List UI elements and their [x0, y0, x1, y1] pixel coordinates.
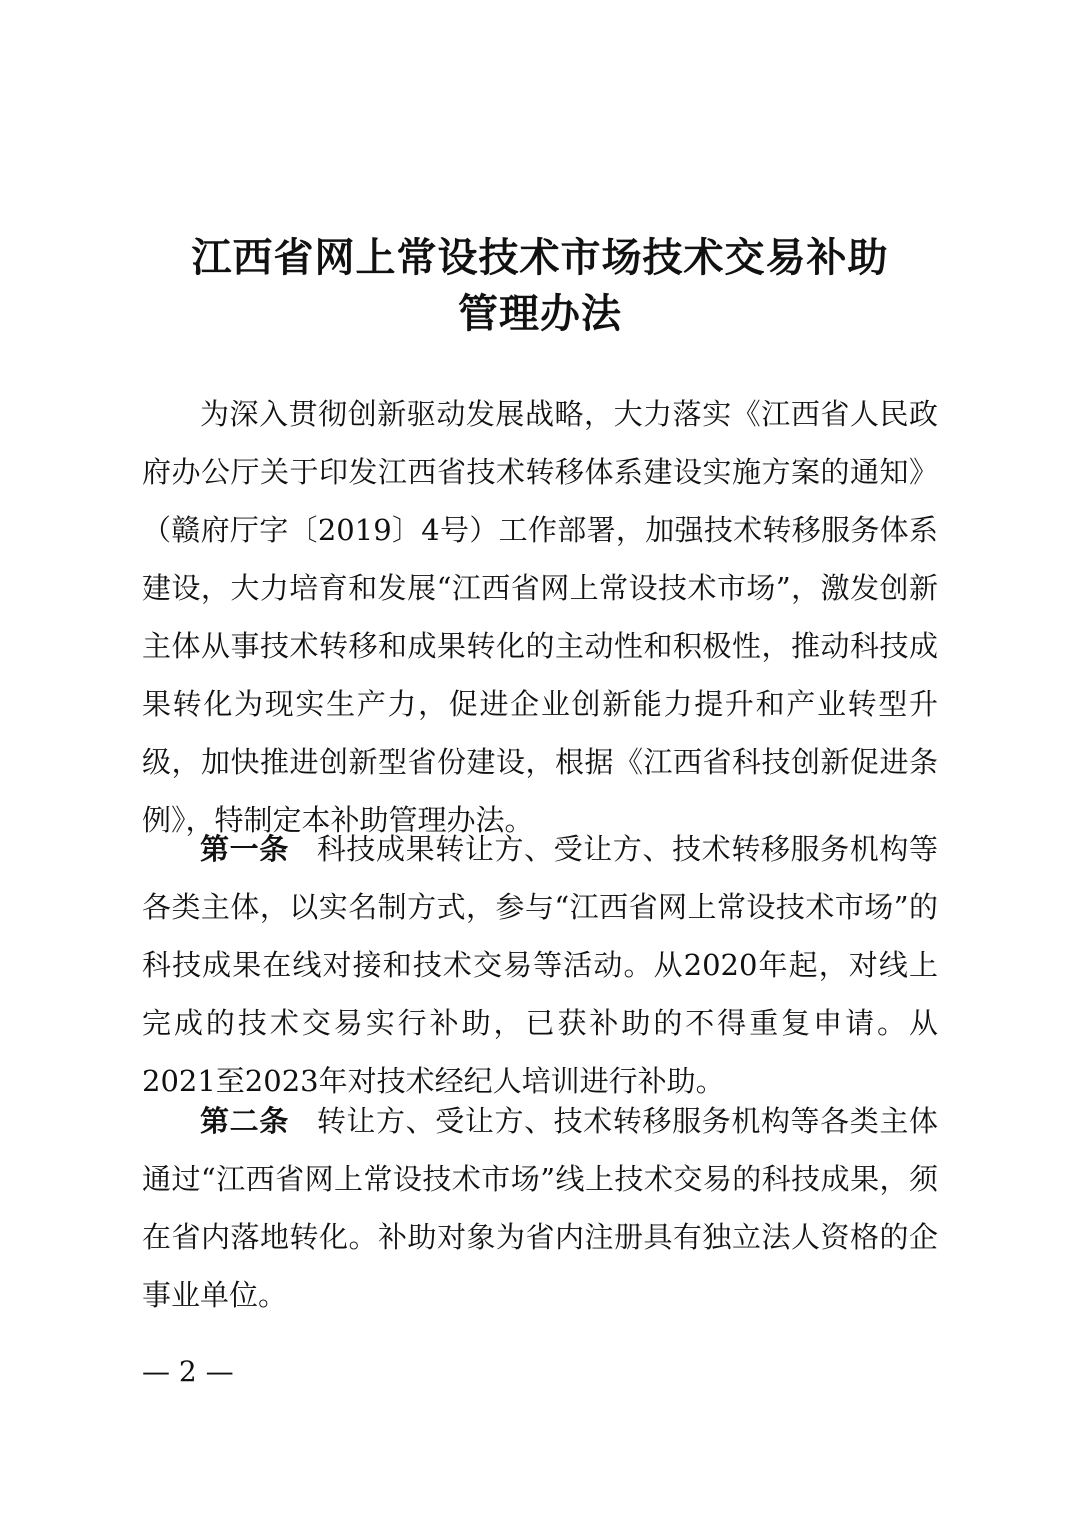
article-1-body: 科技成果转让方、受让方、技术转移服务机构等各类主体，以实名制方式，参与“江西省网上常设技术市场”的科技成果在线对接和技术交易等活动。从2020年起，对线上完成的技术交易实行补助，已获补助的不得重复申请。从2021至2023年对技术经纪人培训进行补助。: [142, 832, 938, 1098]
article-1-heading: 第一条: [200, 832, 289, 866]
intro-paragraph: 为深入贯彻创新驱动发展战略，大力落实《江西省人民政府办公厅关于印发江西省技术转移体系建设实施方案的通知》（赣府厅字〔2019〕4号）工作部署，加强技术转移服务体系建设，大力培育和发展“江西省网上常设技术市场”，激发创新主体从事技术转移和成果转化的主动性和积极性，推动科技成果转化为现实生产力，促进企业创新能力提升和产业转型升级，加快推进创新型省份建设，根据《江西省科技创新促进条例》，特制定本补助管理办法。: [142, 397, 938, 837]
article-2-paragraph: [142, 1092, 938, 1324]
article-2-body: 转让方、受让方、技术转移服务机构等各类主体通过“江西省网上常设技术市场”线上技术交易的科技成果，须在省内落地转化。补助对象为省内注册具有独立法人资格的企事业单位。: [142, 1104, 938, 1312]
page-number: — 2 —: [142, 1355, 234, 1388]
document-title-line-2: 管理办法: [458, 291, 622, 337]
article-1-paragraph: [142, 820, 938, 1110]
document-title-line-1: 江西省网上常设技术市场技术交易补助: [191, 235, 889, 281]
article-2-heading: 第二条: [200, 1104, 289, 1138]
